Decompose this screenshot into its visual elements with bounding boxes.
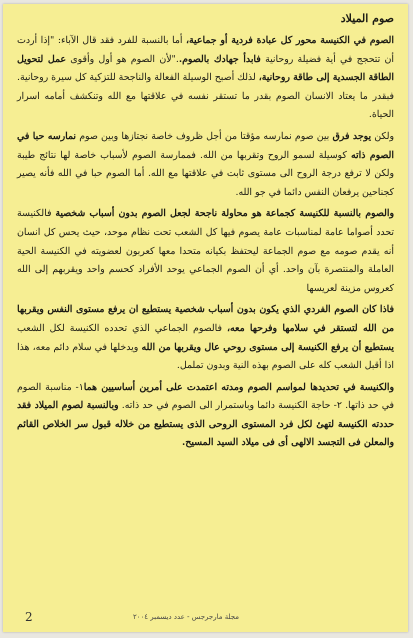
p4-bold-2: يستطيع أن يرفع الكنيسة إلى مستوى روحي عال ويقربها من الله	[141, 341, 394, 353]
p2-text-3: كوسيلة لسمو الروح وتقربها من الله. فممارسة الصوم لأسباب خاصة لها نتائج طيبة ولكن لا ترفع درجة الروح الى مستوى ثابت في علاقتها مع الله. أما الصوم حبا في الله فأنه يصير كجناحين يرفعان النفس دائما في جو الله.	[17, 149, 394, 198]
p3-bold-1: والصوم بالنسبة للكنيسة كجماعة هو محاولة ناجحة لجعل الصوم بدون أسباب شخصية	[55, 208, 394, 220]
paragraph-3	[17, 205, 394, 298]
journal-footer: مجلة مارجرجس - عدد ديسمبر ٢٠٠٤	[133, 613, 240, 621]
p1-bold-1: الصوم في الكنيسة محور كل عبادة فردية أو جماعية،	[186, 35, 394, 46]
page-title: صوم الميلاد	[340, 12, 394, 25]
p2-bold-1: يوجد فرق	[332, 130, 372, 142]
p1-text-3: لذلك أصبح الوسيلة الفعالة والناجحة للتزكية كل سيرة روحانية. فبقدر ما يعتاد الانسان الصوم بقدر ما تستقر نفسه في علاقتها مع الله وتنكشف أمامه اسرار الحياة.	[16, 72, 394, 121]
p1-text-2: ."لأن الصوم هو أول وأقوى	[66, 53, 179, 65]
p1-text-1: أما بالنسبة للفرد فقد قال الآباء: "إذا أردت أن تتحجج في أية فضيلة روحانية	[17, 35, 394, 65]
p5-text-1: ١- مناسبة الصوم في حد ذاتها. ٢- حاجة الكنيسة دائما وباستمرار الى الصوم في حد ذاته.	[17, 381, 395, 412]
p2-bold-2: نمارسه حبا في الصوم ذاته	[17, 130, 395, 161]
p4-text-1: فالصوم الجماعي الذي تحدده الكنيسة لكل الشعب	[17, 322, 227, 334]
page-number: 2	[25, 610, 33, 624]
paragraph-4	[17, 301, 394, 375]
p2-text-1: ولكن	[371, 130, 394, 142]
p3-text-1: فالكنيسة تحدد أصواما عامة لمناسبات عامة يصوم فيها كل الشعب تحت نظام موحد، حيث يحس كل انسان أنه يقدم صومه مع صوم الجماعة ليحتفظ بكيانه متحدا معها كعربون لعضويته في الكنيسة الحية العاملة والمنتصرة بآن واحد. أي أن الصوم الجماعي يوحد الأفراد كحسم واحد ويقربهم إلى الله كعروس مزينة لعريسها	[17, 208, 394, 294]
document-page	[3, 4, 408, 632]
p5-bold-2: وبالنسبة لصوم الميلاد فقد حددته الكنيسة لتهئ لكل فرد المستوى الروحى الذى يستطيع من خلاله قبول سر الخلاص القائم والمعلن فى التجسد الالهى أى فى ميلاد السيد المسيح.	[17, 400, 394, 449]
p1-bold-2: فابدأ جهادك بالصوم.	[178, 53, 261, 65]
paragraph-1	[17, 32, 394, 125]
p4-bold-1: فاذا كان الصوم الفردي الذي يكون بدون أسباب شخصية يستطيع ان يرفع مستوى النفس ويقربها من الله لتستقر في سلامها وفرحها معه،	[17, 304, 394, 334]
article-body	[17, 10, 394, 456]
page-footer	[3, 598, 408, 632]
p5-bold-1: والكنيسة في تحديدها لمواسم الصوم ومدته اعتمدت على أمرين أساسيين هما	[83, 381, 394, 393]
paragraph-5	[17, 379, 394, 453]
p4-text-2: ويدخلها في سلام دائم معه، هذا اذا أقبل الشعب كله على الصوم بهذه النية وبدون تململ.	[17, 341, 394, 372]
p2-text-2: بين صوم نمارسه مؤقتا من أجل ظروف خاصة نجتازها وبين صوم	[76, 130, 333, 142]
p1-bold-3: عمل لتحويل الطاقة الجسدية إلى طاقة روحانية،	[17, 53, 394, 84]
paragraph-2	[17, 128, 394, 202]
